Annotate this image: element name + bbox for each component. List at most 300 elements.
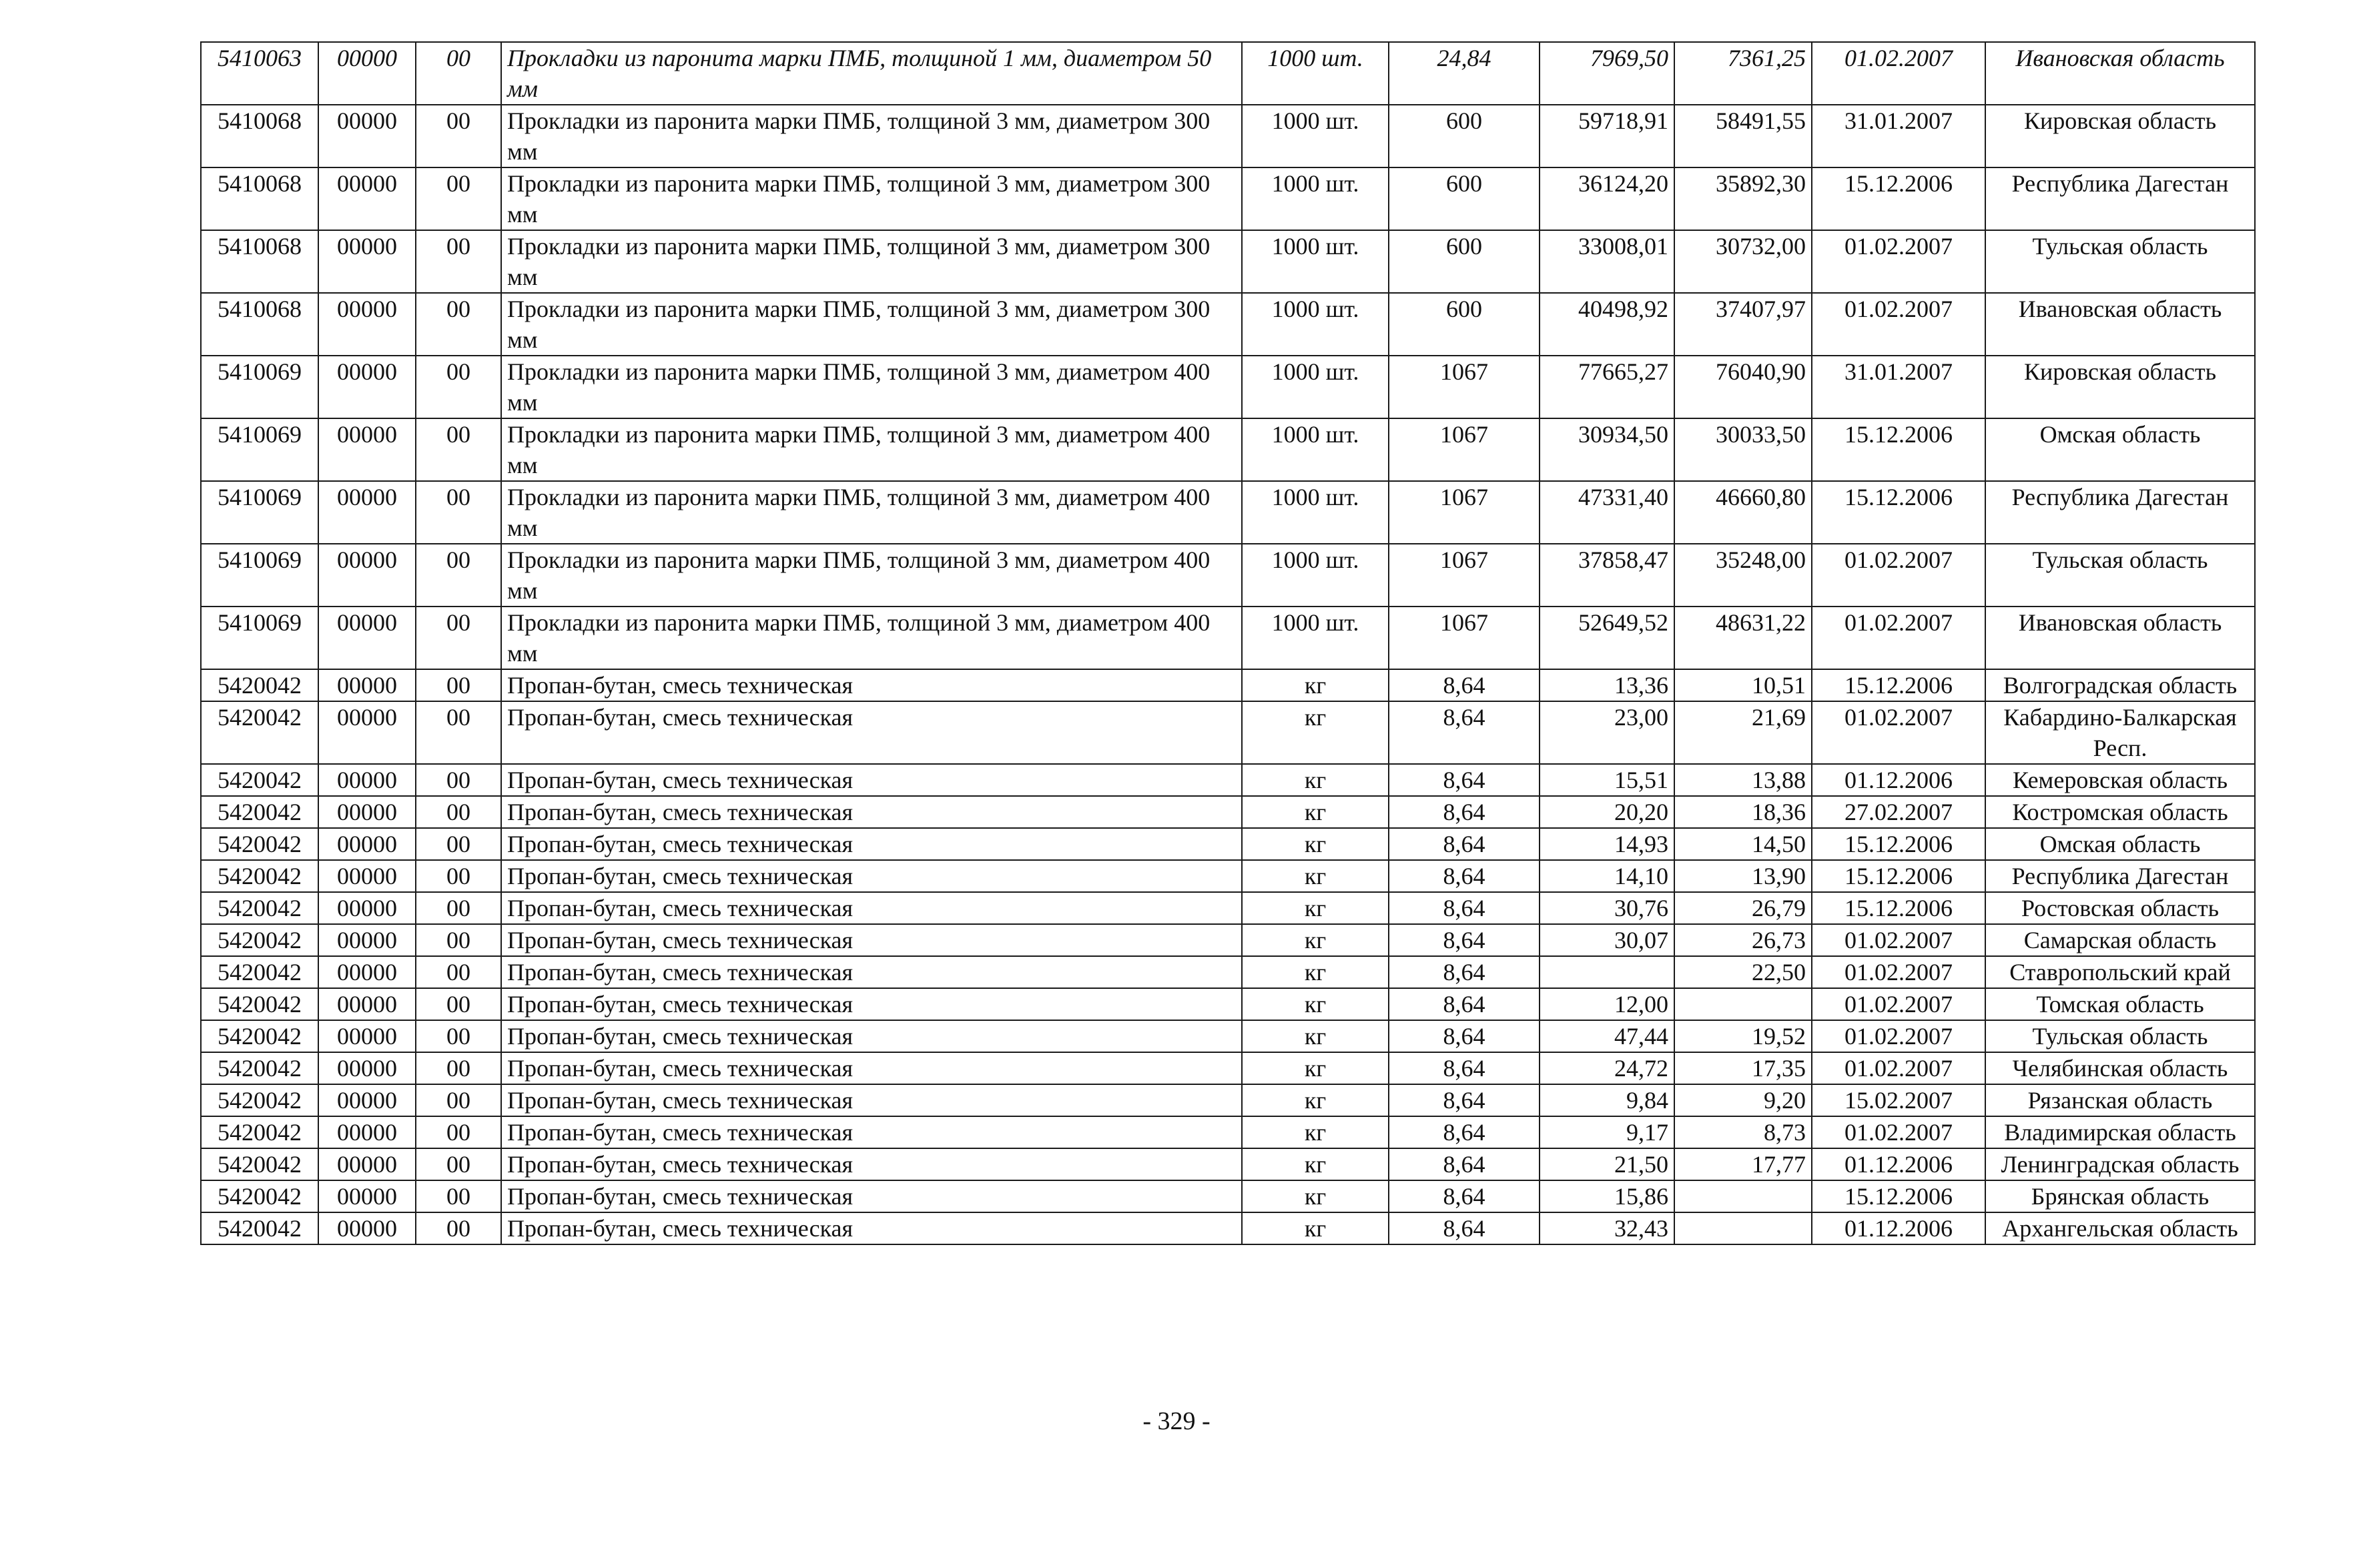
cell-sub-code-2: 00 xyxy=(416,356,501,418)
cell-sub-code: 00000 xyxy=(318,669,416,701)
cell-item-code: 5420042 xyxy=(201,860,318,892)
cell-norm-value: 8,64 xyxy=(1389,1148,1540,1180)
cell-item-name: Пропан-бутан, смесь техническая xyxy=(501,1212,1242,1244)
cell-sub-code: 00000 xyxy=(318,1084,416,1116)
cell-sub-code-2: 00 xyxy=(416,828,501,860)
cell-sub-code: 00000 xyxy=(318,607,416,669)
cell-region: Челябинская область xyxy=(1985,1052,2255,1084)
cell-norm-value: 600 xyxy=(1389,167,1540,230)
table-row xyxy=(201,607,2255,669)
cell-norm-value: 8,64 xyxy=(1389,828,1540,860)
cell-date: 01.02.2007 xyxy=(1812,230,1985,293)
cell-sub-code: 00000 xyxy=(318,167,416,230)
cell-region: Архангельская область xyxy=(1985,1212,2255,1244)
cell-price-2: 9,20 xyxy=(1674,1084,1812,1116)
cell-sub-code-2: 00 xyxy=(416,796,501,828)
cell-date: 01.02.2007 xyxy=(1812,1116,1985,1148)
table-row xyxy=(201,988,2255,1020)
cell-item-code: 5420042 xyxy=(201,764,318,796)
cell-norm-value: 600 xyxy=(1389,105,1540,167)
cell-unit: 1000 шт. xyxy=(1242,105,1389,167)
cell-region: Самарская область xyxy=(1985,924,2255,956)
cell-region: Ивановская область xyxy=(1985,607,2255,669)
cell-sub-code-2: 00 xyxy=(416,1020,501,1052)
cell-price-1: 7969,50 xyxy=(1540,42,1674,105)
cell-item-name: Прокладки из паронита марки ПМБ, толщиной 3 мм, диаметром 400 мм xyxy=(501,481,1242,544)
cell-price-2: 76040,90 xyxy=(1674,356,1812,418)
cell-unit: 1000 шт. xyxy=(1242,544,1389,607)
cell-norm-value: 600 xyxy=(1389,230,1540,293)
cell-norm-value: 1067 xyxy=(1389,481,1540,544)
cell-item-code: 5420042 xyxy=(201,988,318,1020)
cell-region: Ивановская область xyxy=(1985,293,2255,356)
cell-sub-code-2: 00 xyxy=(416,860,501,892)
cell-item-name: Прокладки из паронита марки ПМБ, толщиной 3 мм, диаметром 300 мм xyxy=(501,167,1242,230)
cell-date: 01.02.2007 xyxy=(1812,607,1985,669)
table-row xyxy=(201,105,2255,167)
cell-item-code: 5410069 xyxy=(201,607,318,669)
cell-region: Омская область xyxy=(1985,418,2255,481)
cell-item-code: 5420042 xyxy=(201,1052,318,1084)
cell-region: Кемеровская область xyxy=(1985,764,2255,796)
table-row xyxy=(201,1180,2255,1212)
cell-item-code: 5410068 xyxy=(201,105,318,167)
table-row xyxy=(201,796,2255,828)
cell-item-code: 5410069 xyxy=(201,356,318,418)
table-row xyxy=(201,544,2255,607)
cell-region: Ленинградская область xyxy=(1985,1148,2255,1180)
cell-sub-code-2: 00 xyxy=(416,105,501,167)
cell-unit: кг xyxy=(1242,1180,1389,1212)
cell-item-name: Пропан-бутан, смесь техническая xyxy=(501,956,1242,988)
cell-item-name: Пропан-бутан, смесь техническая xyxy=(501,1180,1242,1212)
cell-sub-code-2: 00 xyxy=(416,764,501,796)
cell-sub-code-2: 00 xyxy=(416,167,501,230)
cell-unit: 1000 шт. xyxy=(1242,293,1389,356)
cell-item-code: 5420042 xyxy=(201,1020,318,1052)
cell-sub-code-2: 00 xyxy=(416,481,501,544)
cell-date: 31.01.2007 xyxy=(1812,356,1985,418)
cell-price-1: 52649,52 xyxy=(1540,607,1674,669)
cell-unit: кг xyxy=(1242,828,1389,860)
table-row xyxy=(201,293,2255,356)
cell-region: Тульская область xyxy=(1985,544,2255,607)
cell-sub-code: 00000 xyxy=(318,1052,416,1084)
cell-sub-code: 00000 xyxy=(318,988,416,1020)
cell-price-2: 13,88 xyxy=(1674,764,1812,796)
cell-item-name: Пропан-бутан, смесь техническая xyxy=(501,860,1242,892)
cell-item-code: 5420042 xyxy=(201,1116,318,1148)
cell-item-code: 5410069 xyxy=(201,418,318,481)
cell-unit: 1000 шт. xyxy=(1242,167,1389,230)
cell-unit: 1000 шт. xyxy=(1242,230,1389,293)
cell-unit: 1000 шт. xyxy=(1242,42,1389,105)
cell-item-code: 5410068 xyxy=(201,167,318,230)
cell-price-1: 9,17 xyxy=(1540,1116,1674,1148)
cell-price-2: 26,73 xyxy=(1674,924,1812,956)
cell-date: 01.02.2007 xyxy=(1812,701,1985,764)
cell-sub-code: 00000 xyxy=(318,796,416,828)
cell-norm-value: 1067 xyxy=(1389,607,1540,669)
cell-unit: 1000 шт. xyxy=(1242,607,1389,669)
cell-sub-code: 00000 xyxy=(318,860,416,892)
table-row xyxy=(201,892,2255,924)
cell-sub-code: 00000 xyxy=(318,764,416,796)
cell-sub-code-2: 00 xyxy=(416,1084,501,1116)
cell-item-code: 5420042 xyxy=(201,1148,318,1180)
table-row xyxy=(201,924,2255,956)
cell-price-2: 26,79 xyxy=(1674,892,1812,924)
cell-item-name: Прокладки из паронита марки ПМБ, толщиной 3 мм, диаметром 300 мм xyxy=(501,230,1242,293)
price-table xyxy=(200,41,2256,1245)
cell-sub-code-2: 00 xyxy=(416,42,501,105)
cell-unit: 1000 шт. xyxy=(1242,418,1389,481)
cell-sub-code: 00000 xyxy=(318,1148,416,1180)
cell-sub-code-2: 00 xyxy=(416,293,501,356)
cell-item-name: Пропан-бутан, смесь техническая xyxy=(501,764,1242,796)
cell-sub-code: 00000 xyxy=(318,544,416,607)
cell-date: 01.02.2007 xyxy=(1812,1052,1985,1084)
cell-date: 01.02.2007 xyxy=(1812,1020,1985,1052)
table-row xyxy=(201,481,2255,544)
cell-norm-value: 8,64 xyxy=(1389,1084,1540,1116)
cell-price-1: 12,00 xyxy=(1540,988,1674,1020)
cell-date: 15.12.2006 xyxy=(1812,481,1985,544)
table-row xyxy=(201,701,2255,764)
cell-unit: кг xyxy=(1242,1116,1389,1148)
cell-item-code: 5420042 xyxy=(201,1084,318,1116)
cell-item-code: 5410069 xyxy=(201,481,318,544)
cell-price-1: 15,86 xyxy=(1540,1180,1674,1212)
cell-unit: кг xyxy=(1242,892,1389,924)
cell-price-1: 33008,01 xyxy=(1540,230,1674,293)
table-row xyxy=(201,1116,2255,1148)
cell-region: Ростовская область xyxy=(1985,892,2255,924)
cell-sub-code: 00000 xyxy=(318,956,416,988)
cell-item-code: 5420042 xyxy=(201,956,318,988)
cell-price-2: 17,35 xyxy=(1674,1052,1812,1084)
cell-price-2: 8,73 xyxy=(1674,1116,1812,1148)
cell-sub-code-2: 00 xyxy=(416,1212,501,1244)
cell-region: Республика Дагестан xyxy=(1985,167,2255,230)
cell-unit: 1000 шт. xyxy=(1242,481,1389,544)
cell-price-2: 10,51 xyxy=(1674,669,1812,701)
cell-price-2 xyxy=(1674,1180,1812,1212)
cell-price-2: 13,90 xyxy=(1674,860,1812,892)
cell-date: 01.02.2007 xyxy=(1812,293,1985,356)
cell-region: Владимирская область xyxy=(1985,1116,2255,1148)
table-row xyxy=(201,956,2255,988)
table-row xyxy=(201,764,2255,796)
cell-date: 01.12.2006 xyxy=(1812,1148,1985,1180)
cell-sub-code: 00000 xyxy=(318,828,416,860)
cell-date: 01.12.2006 xyxy=(1812,764,1985,796)
cell-price-2: 48631,22 xyxy=(1674,607,1812,669)
cell-price-1: 21,50 xyxy=(1540,1148,1674,1180)
cell-item-name: Пропан-бутан, смесь техническая xyxy=(501,892,1242,924)
cell-item-name: Пропан-бутан, смесь техническая xyxy=(501,1020,1242,1052)
cell-norm-value: 8,64 xyxy=(1389,1180,1540,1212)
cell-unit: кг xyxy=(1242,701,1389,764)
cell-item-code: 5410068 xyxy=(201,293,318,356)
cell-price-2: 19,52 xyxy=(1674,1020,1812,1052)
cell-price-1: 30,76 xyxy=(1540,892,1674,924)
cell-price-2: 18,36 xyxy=(1674,796,1812,828)
cell-price-2: 35248,00 xyxy=(1674,544,1812,607)
cell-sub-code: 00000 xyxy=(318,293,416,356)
cell-price-1: 40498,92 xyxy=(1540,293,1674,356)
cell-item-name: Прокладки из паронита марки ПМБ, толщиной 3 мм, диаметром 400 мм xyxy=(501,356,1242,418)
cell-sub-code-2: 00 xyxy=(416,669,501,701)
cell-norm-value: 8,64 xyxy=(1389,1212,1540,1244)
cell-item-name: Прокладки из паронита марки ПМБ, толщиной 3 мм, диаметром 400 мм xyxy=(501,544,1242,607)
cell-price-2: 58491,55 xyxy=(1674,105,1812,167)
cell-price-2: 7361,25 xyxy=(1674,42,1812,105)
cell-item-code: 5410069 xyxy=(201,544,318,607)
cell-price-2: 30732,00 xyxy=(1674,230,1812,293)
cell-item-name: Прокладки из паронита марки ПМБ, толщиной 1 мм, диаметром 50 мм xyxy=(501,42,1242,105)
cell-item-code: 5420042 xyxy=(201,892,318,924)
cell-price-2: 22,50 xyxy=(1674,956,1812,988)
cell-date: 15.12.2006 xyxy=(1812,860,1985,892)
table-row xyxy=(201,1052,2255,1084)
cell-item-name: Прокладки из паронита марки ПМБ, толщиной 3 мм, диаметром 300 мм xyxy=(501,105,1242,167)
cell-sub-code-2: 00 xyxy=(416,544,501,607)
cell-item-name: Пропан-бутан, смесь техническая xyxy=(501,1116,1242,1148)
cell-price-2 xyxy=(1674,1212,1812,1244)
cell-item-code: 5410063 xyxy=(201,42,318,105)
cell-unit: кг xyxy=(1242,1148,1389,1180)
cell-norm-value: 8,64 xyxy=(1389,988,1540,1020)
cell-norm-value: 8,64 xyxy=(1389,669,1540,701)
cell-price-1: 77665,27 xyxy=(1540,356,1674,418)
cell-item-code: 5420042 xyxy=(201,1180,318,1212)
cell-price-1: 14,93 xyxy=(1540,828,1674,860)
cell-norm-value: 600 xyxy=(1389,293,1540,356)
cell-price-1: 9,84 xyxy=(1540,1084,1674,1116)
cell-norm-value: 1067 xyxy=(1389,544,1540,607)
cell-item-name: Пропан-бутан, смесь техническая xyxy=(501,1148,1242,1180)
cell-item-name: Пропан-бутан, смесь техническая xyxy=(501,828,1242,860)
cell-sub-code: 00000 xyxy=(318,418,416,481)
cell-unit: кг xyxy=(1242,796,1389,828)
cell-price-2: 35892,30 xyxy=(1674,167,1812,230)
cell-unit: кг xyxy=(1242,924,1389,956)
cell-item-name: Пропан-бутан, смесь техническая xyxy=(501,701,1242,764)
cell-date: 01.02.2007 xyxy=(1812,924,1985,956)
cell-date: 15.12.2006 xyxy=(1812,1180,1985,1212)
table-row xyxy=(201,1020,2255,1052)
table-row xyxy=(201,167,2255,230)
cell-sub-code: 00000 xyxy=(318,230,416,293)
page-number: - 329 - xyxy=(1142,1407,1211,1435)
cell-region: Ставропольский край xyxy=(1985,956,2255,988)
cell-region: Томская область xyxy=(1985,988,2255,1020)
cell-unit: кг xyxy=(1242,860,1389,892)
cell-norm-value: 1067 xyxy=(1389,356,1540,418)
cell-item-name: Пропан-бутан, смесь техническая xyxy=(501,924,1242,956)
cell-sub-code: 00000 xyxy=(318,924,416,956)
cell-sub-code: 00000 xyxy=(318,481,416,544)
cell-date: 01.12.2006 xyxy=(1812,1212,1985,1244)
cell-sub-code: 00000 xyxy=(318,892,416,924)
cell-date: 15.12.2006 xyxy=(1812,167,1985,230)
cell-price-1: 59718,91 xyxy=(1540,105,1674,167)
cell-price-2: 46660,80 xyxy=(1674,481,1812,544)
cell-price-1: 47331,40 xyxy=(1540,481,1674,544)
cell-price-2: 30033,50 xyxy=(1674,418,1812,481)
cell-norm-value: 8,64 xyxy=(1389,956,1540,988)
cell-price-2: 21,69 xyxy=(1674,701,1812,764)
cell-date: 01.02.2007 xyxy=(1812,988,1985,1020)
cell-price-1: 36124,20 xyxy=(1540,167,1674,230)
cell-date: 15.12.2006 xyxy=(1812,418,1985,481)
cell-sub-code-2: 00 xyxy=(416,1180,501,1212)
cell-date: 15.02.2007 xyxy=(1812,1084,1985,1116)
cell-item-name: Пропан-бутан, смесь техническая xyxy=(501,796,1242,828)
cell-region: Костромская область xyxy=(1985,796,2255,828)
cell-norm-value: 8,64 xyxy=(1389,892,1540,924)
cell-sub-code-2: 00 xyxy=(416,418,501,481)
table-row xyxy=(201,860,2255,892)
cell-norm-value: 8,64 xyxy=(1389,796,1540,828)
cell-price-1: 30,07 xyxy=(1540,924,1674,956)
cell-price-1: 37858,47 xyxy=(1540,544,1674,607)
cell-sub-code-2: 00 xyxy=(416,701,501,764)
cell-region: Кировская область xyxy=(1985,105,2255,167)
cell-sub-code-2: 00 xyxy=(416,1116,501,1148)
cell-norm-value: 8,64 xyxy=(1389,860,1540,892)
cell-item-code: 5420042 xyxy=(201,828,318,860)
table-row xyxy=(201,356,2255,418)
cell-unit: кг xyxy=(1242,956,1389,988)
cell-date: 15.12.2006 xyxy=(1812,892,1985,924)
cell-item-name: Пропан-бутан, смесь техническая xyxy=(501,669,1242,701)
cell-norm-value: 8,64 xyxy=(1389,701,1540,764)
cell-sub-code: 00000 xyxy=(318,1020,416,1052)
cell-sub-code: 00000 xyxy=(318,1116,416,1148)
cell-date: 31.01.2007 xyxy=(1812,105,1985,167)
table-row xyxy=(201,1212,2255,1244)
table-row xyxy=(201,1084,2255,1116)
cell-unit: кг xyxy=(1242,1212,1389,1244)
cell-date: 01.02.2007 xyxy=(1812,956,1985,988)
cell-sub-code: 00000 xyxy=(318,105,416,167)
cell-sub-code: 00000 xyxy=(318,42,416,105)
cell-region: Омская область xyxy=(1985,828,2255,860)
cell-sub-code-2: 00 xyxy=(416,956,501,988)
cell-item-code: 5410068 xyxy=(201,230,318,293)
cell-sub-code-2: 00 xyxy=(416,230,501,293)
cell-sub-code: 00000 xyxy=(318,1180,416,1212)
cell-item-name: Пропан-бутан, смесь техническая xyxy=(501,988,1242,1020)
cell-price-1: 30934,50 xyxy=(1540,418,1674,481)
cell-region: Тульская область xyxy=(1985,1020,2255,1052)
cell-region: Кировская область xyxy=(1985,356,2255,418)
cell-sub-code-2: 00 xyxy=(416,1052,501,1084)
cell-unit: кг xyxy=(1242,988,1389,1020)
cell-item-code: 5420042 xyxy=(201,669,318,701)
table-row xyxy=(201,828,2255,860)
cell-norm-value: 8,64 xyxy=(1389,924,1540,956)
cell-date: 01.02.2007 xyxy=(1812,544,1985,607)
cell-price-1: 15,51 xyxy=(1540,764,1674,796)
cell-price-2: 17,77 xyxy=(1674,1148,1812,1180)
cell-sub-code-2: 00 xyxy=(416,892,501,924)
cell-unit: кг xyxy=(1242,1052,1389,1084)
cell-price-1: 20,20 xyxy=(1540,796,1674,828)
table-row xyxy=(201,418,2255,481)
cell-price-1: 14,10 xyxy=(1540,860,1674,892)
cell-region: Брянская область xyxy=(1985,1180,2255,1212)
cell-norm-value: 8,64 xyxy=(1389,1020,1540,1052)
cell-sub-code: 00000 xyxy=(318,1212,416,1244)
cell-item-code: 5420042 xyxy=(201,796,318,828)
cell-region: Республика Дагестан xyxy=(1985,481,2255,544)
table-row xyxy=(201,230,2255,293)
cell-region: Кабардино-Балкарская Респ. xyxy=(1985,701,2255,764)
cell-price-2 xyxy=(1674,988,1812,1020)
cell-price-1: 13,36 xyxy=(1540,669,1674,701)
cell-sub-code-2: 00 xyxy=(416,1148,501,1180)
cell-unit: кг xyxy=(1242,1020,1389,1052)
cell-date: 01.02.2007 xyxy=(1812,42,1985,105)
cell-item-code: 5420042 xyxy=(201,1212,318,1244)
cell-unit: кг xyxy=(1242,669,1389,701)
cell-price-1: 23,00 xyxy=(1540,701,1674,764)
cell-price-1: 24,72 xyxy=(1540,1052,1674,1084)
cell-item-code: 5420042 xyxy=(201,701,318,764)
cell-sub-code-2: 00 xyxy=(416,607,501,669)
cell-unit: кг xyxy=(1242,764,1389,796)
cell-region: Республика Дагестан xyxy=(1985,860,2255,892)
table-row xyxy=(201,1148,2255,1180)
cell-norm-value: 8,64 xyxy=(1389,1116,1540,1148)
cell-price-1: 47,44 xyxy=(1540,1020,1674,1052)
cell-norm-value: 8,64 xyxy=(1389,1052,1540,1084)
table-row xyxy=(201,42,2255,105)
cell-price-1 xyxy=(1540,956,1674,988)
cell-date: 15.12.2006 xyxy=(1812,669,1985,701)
cell-item-name: Прокладки из паронита марки ПМБ, толщиной 3 мм, диаметром 300 мм xyxy=(501,293,1242,356)
cell-unit: кг xyxy=(1242,1084,1389,1116)
cell-item-name: Пропан-бутан, смесь техническая xyxy=(501,1084,1242,1116)
cell-region: Рязанская область xyxy=(1985,1084,2255,1116)
cell-sub-code-2: 00 xyxy=(416,988,501,1020)
cell-price-1: 32,43 xyxy=(1540,1212,1674,1244)
cell-item-name: Прокладки из паронита марки ПМБ, толщиной 3 мм, диаметром 400 мм xyxy=(501,607,1242,669)
cell-norm-value: 8,64 xyxy=(1389,764,1540,796)
cell-norm-value: 24,84 xyxy=(1389,42,1540,105)
table-body xyxy=(201,42,2255,1244)
cell-unit: 1000 шт. xyxy=(1242,356,1389,418)
cell-region: Волгоградская область xyxy=(1985,669,2255,701)
cell-price-2: 37407,97 xyxy=(1674,293,1812,356)
cell-item-name: Пропан-бутан, смесь техническая xyxy=(501,1052,1242,1084)
cell-norm-value: 1067 xyxy=(1389,418,1540,481)
cell-item-code: 5420042 xyxy=(201,924,318,956)
cell-date: 15.12.2006 xyxy=(1812,828,1985,860)
cell-date: 27.02.2007 xyxy=(1812,796,1985,828)
cell-sub-code-2: 00 xyxy=(416,924,501,956)
cell-region: Ивановская область xyxy=(1985,42,2255,105)
cell-sub-code: 00000 xyxy=(318,356,416,418)
cell-sub-code: 00000 xyxy=(318,701,416,764)
table-row xyxy=(201,669,2255,701)
cell-region: Тульская область xyxy=(1985,230,2255,293)
cell-item-name: Прокладки из паронита марки ПМБ, толщиной 3 мм, диаметром 400 мм xyxy=(501,418,1242,481)
cell-price-2: 14,50 xyxy=(1674,828,1812,860)
